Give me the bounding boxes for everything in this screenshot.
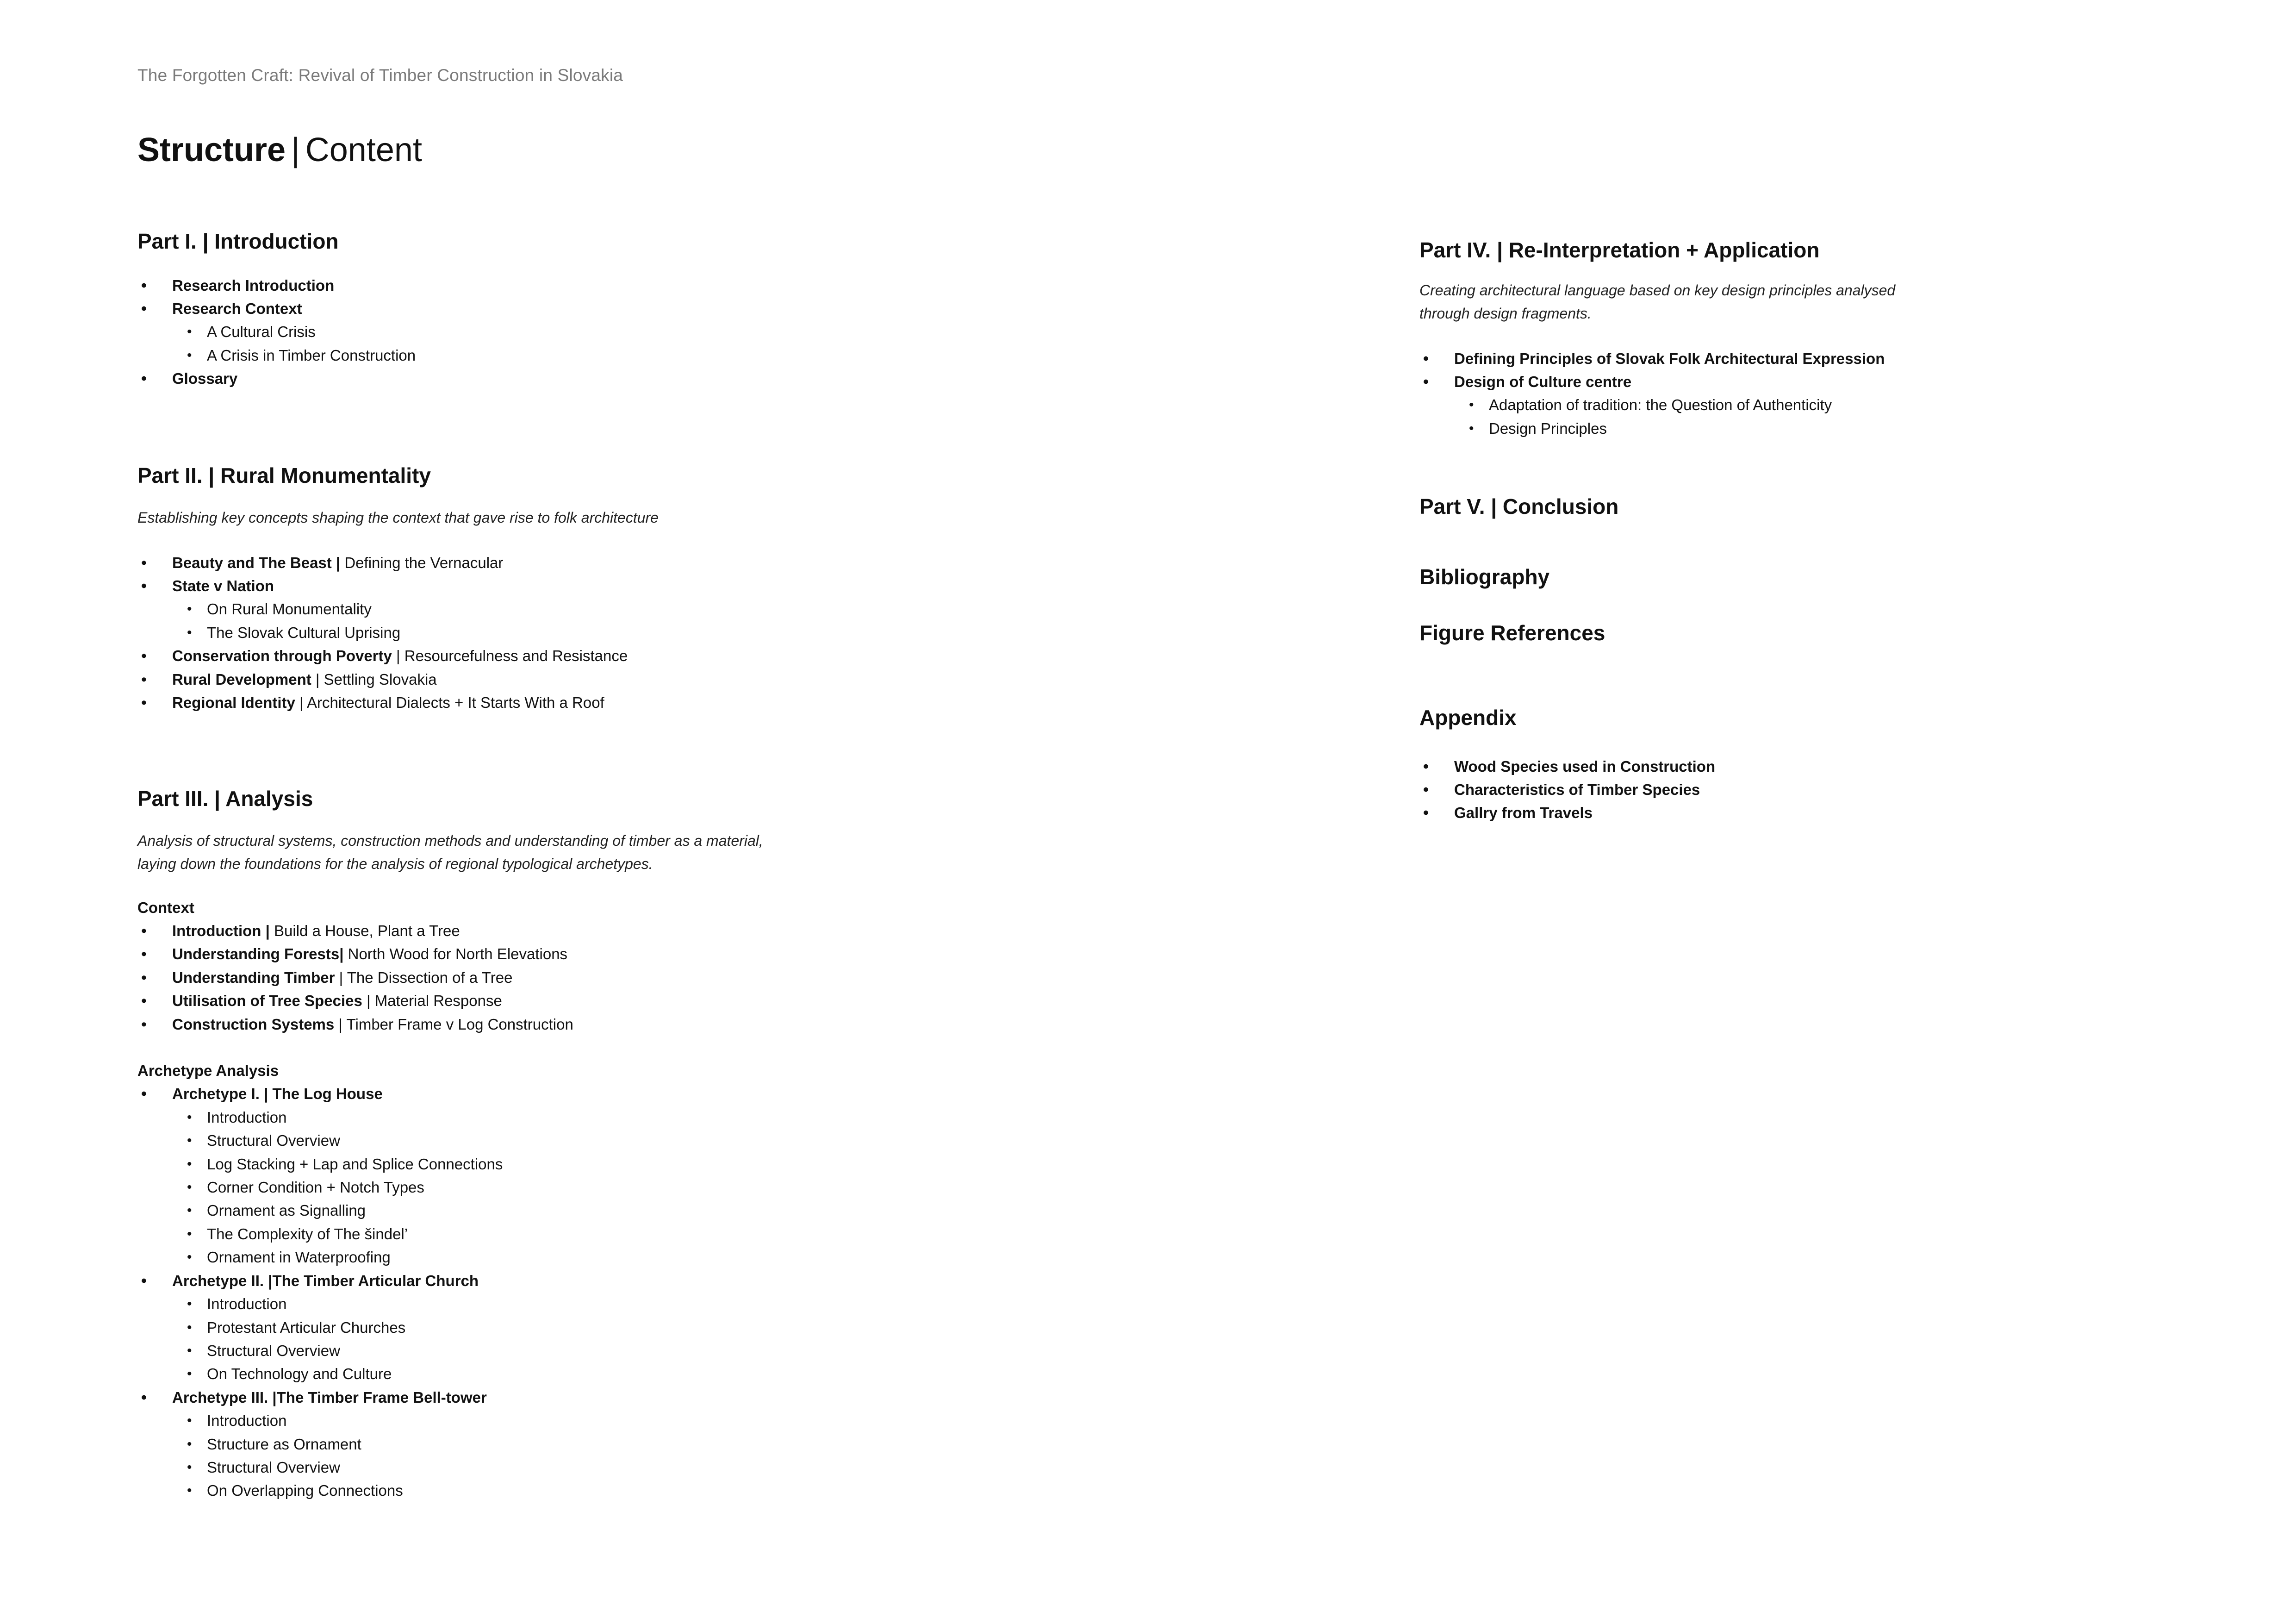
page-title <box>137 133 422 167</box>
toc-subitem: • A Crisis in Timber Construction <box>137 344 832 367</box>
page-title-separator: | <box>291 131 300 169</box>
toc-item: • Construction Systems | Timber Frame v Log Construction <box>137 1013 832 1036</box>
toc-item: • Understanding Timber | The Dissection of a Tree <box>137 966 832 989</box>
toc-subitem: • Protestant Articular Churches <box>137 1316 832 1339</box>
page-title-light: Content <box>305 131 422 169</box>
section-part-5 <box>1419 495 2114 518</box>
toc-subitem: • Ornament in Waterproofing <box>137 1246 832 1269</box>
toc-item: • Beauty and The Beast | Defining the Vernacular <box>137 551 832 575</box>
toc-item: • Regional Identity | Architectural Dialects + It Starts With a Roof <box>137 691 832 714</box>
toc-item: • Defining Principles of Slovak Folk Architectural Expression <box>1419 347 2114 370</box>
toc-subitem: • The Slovak Cultural Uprising <box>137 621 832 644</box>
toc-subitem: • Adaptation of tradition: the Question of Authenticity <box>1419 394 2114 417</box>
toc-list <box>137 551 832 715</box>
toc-subitem: • Ornament as Signalling <box>137 1199 832 1222</box>
section-heading: Part IV. | Re-Interpretation + Application <box>1419 238 1820 262</box>
section-appendix <box>1419 706 2114 825</box>
toc-subitem: • Structure as Ornament <box>137 1433 832 1456</box>
toc-subitem: • Design Principles <box>1419 417 2114 440</box>
archetype-label: Archetype Analysis <box>137 1062 279 1080</box>
toc-subitem: • A Cultural Crisis <box>137 320 832 344</box>
toc-item: • Archetype III. |The Timber Frame Bell-tower <box>137 1386 832 1409</box>
toc-item: • Introduction | Build a House, Plant a Tree <box>137 919 832 943</box>
toc-subitem: • Structural Overview <box>137 1129 832 1152</box>
page-title-strong: Structure <box>137 131 286 169</box>
section-description: Creating architectural language based on key design principles analysed through design fragments. <box>1419 281 1896 322</box>
toc-item: • Archetype II. |The Timber Articular Church <box>137 1269 832 1293</box>
running-header: The Forgotten Craft: Revival of Timber Construction in Slovakia <box>137 66 623 85</box>
section-part-1 <box>137 230 832 391</box>
section-heading: Part I. | Introduction <box>137 229 339 253</box>
toc-subitem: • On Technology and Culture <box>137 1362 832 1386</box>
toc-item: • Gallry from Travels <box>1419 801 2114 824</box>
toc-subitem: • On Overlapping Connections <box>137 1479 832 1502</box>
toc-item: • State v Nation <box>137 575 832 598</box>
toc-subitem: • Introduction <box>137 1293 832 1316</box>
section-figure-references <box>1419 621 2114 645</box>
toc-subitem: • The Complexity of The šindel’ <box>137 1223 832 1246</box>
section-part-2 <box>137 464 832 714</box>
section-heading: Part V. | Conclusion <box>1419 494 1619 518</box>
toc-subitem: • Structural Overview <box>137 1339 832 1362</box>
toc-subitem: • Structural Overview <box>137 1456 832 1479</box>
toc-subitem: • Corner Condition + Notch Types <box>137 1176 832 1199</box>
section-heading: Part II. | Rural Monumentality <box>137 463 431 487</box>
context-label: Context <box>137 899 194 916</box>
toc-item: • Characteristics of Timber Species <box>1419 778 2114 801</box>
toc-item: • Design of Culture centre <box>1419 370 2114 394</box>
section-description: Establishing key concepts shaping the context that gave rise to folk architecture <box>137 509 659 526</box>
toc-subitem: • Log Stacking + Lap and Splice Connections <box>137 1153 832 1176</box>
toc-list <box>1419 347 2114 441</box>
toc-item: • Wood Species used in Construction <box>1419 755 2114 778</box>
toc-item: • Rural Development | Settling Slovakia <box>137 668 832 691</box>
toc-item: • Utilisation of Tree Species | Material Response <box>137 989 832 1012</box>
toc-list-archetypes <box>137 1082 832 1502</box>
section-bibliography <box>1419 565 2114 589</box>
toc-item: • Glossary <box>137 367 832 390</box>
section-heading: Figure References <box>1419 621 1605 645</box>
toc-subitem: • Introduction <box>137 1409 832 1432</box>
toc-item: • Understanding Forests| North Wood for North Elevations <box>137 943 832 966</box>
section-part-4 <box>1419 238 2114 440</box>
toc-item: • Archetype I. | The Log House <box>137 1082 832 1106</box>
section-heading: Appendix <box>1419 706 1517 730</box>
toc-subitem: • Introduction <box>137 1106 832 1129</box>
section-heading: Part III. | Analysis <box>137 787 313 811</box>
toc-item: • Research Introduction <box>137 274 832 297</box>
toc-item: • Conservation through Poverty | Resourcefulness and Resistance <box>137 644 832 668</box>
toc-list <box>1419 755 2114 825</box>
section-part-3 <box>137 787 832 1503</box>
section-heading: Bibliography <box>1419 565 1550 589</box>
toc-subitem: • On Rural Monumentality <box>137 598 832 621</box>
toc-list <box>137 274 832 391</box>
toc-item: • Research Context <box>137 297 832 320</box>
toc-list-context <box>137 919 832 1036</box>
section-description: Analysis of structural systems, construction methods and understanding of timber as a material, laying down the foundations for the analysis of regional typological archetypes. <box>137 832 763 872</box>
